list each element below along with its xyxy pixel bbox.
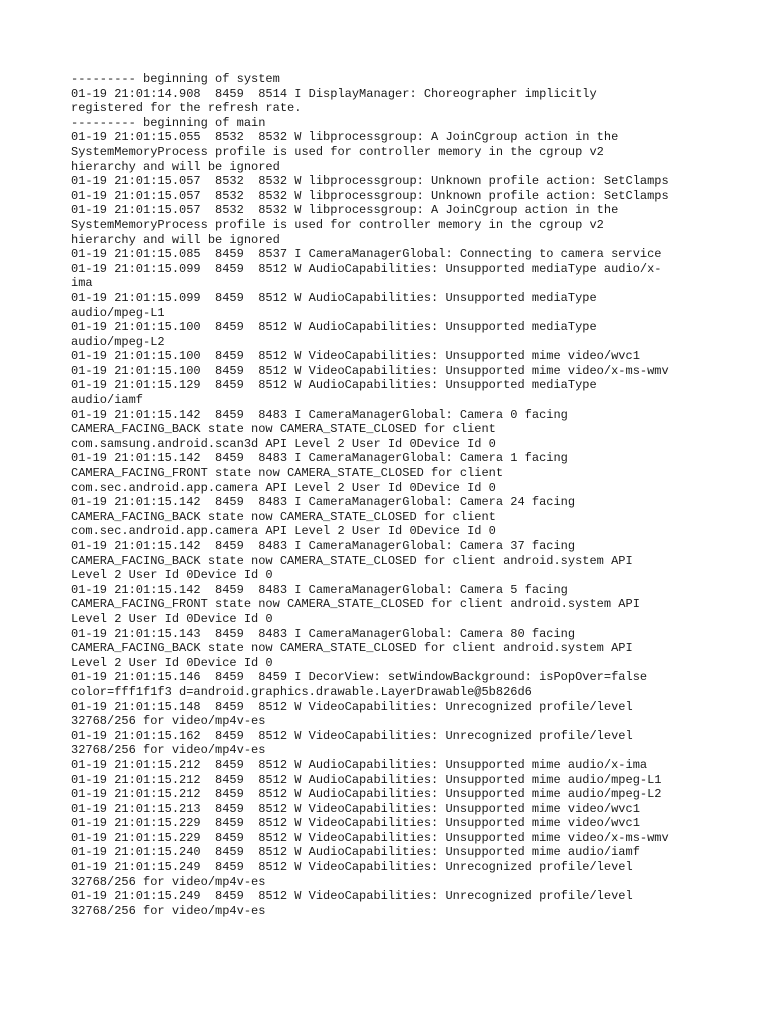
log-entry: 01-19 21:01:15.057 8532 8532 W libprocessgroup: Unknown profile action: SetClamps xyxy=(71,174,669,189)
log-entry: 01-19 21:01:15.240 8459 8512 W AudioCapabilities: Unsupported mime audio/iamf xyxy=(71,845,640,860)
log-entry: 01-19 21:01:15.143 8459 8483 I CameraManagerGlobal: Camera 80 facing CAMERA_FACING_BACK state now CAMERA_STATE_CLOSED for client android.system API Level 2 User Id 0Device Id 0 xyxy=(71,626,633,670)
log-entry: 01-19 21:01:15.099 8459 8512 W AudioCapabilities: Unsupported mediaType audio/x- ima xyxy=(71,261,662,291)
logcat-output xyxy=(71,72,711,918)
log-entry: 01-19 21:01:15.229 8459 8512 W VideoCapabilities: Unsupported mime video/x-ms-wmv xyxy=(71,830,669,845)
log-entry: 01-19 21:01:15.213 8459 8512 W VideoCapabilities: Unsupported mime video/wvc1 xyxy=(71,801,640,816)
log-entry: 01-19 21:01:15.148 8459 8512 W VideoCapabilities: Unrecognized profile/level 32768/256 for video/mp4v-es xyxy=(71,699,633,729)
log-entry: 01-19 21:01:15.212 8459 8512 W AudioCapabilities: Unsupported mime audio/mpeg-L2 xyxy=(71,787,662,802)
log-entry: 01-19 21:01:15.212 8459 8512 W AudioCapabilities: Unsupported mime audio/x-ima xyxy=(71,757,648,772)
log-entry: 01-19 21:01:15.057 8532 8532 W libprocessgroup: A JoinCgroup action in the SystemMemoryProcess profile is used for controller memory in the cgroup v2 hierarchy and will be ignored xyxy=(71,203,619,247)
log-entry: 01-19 21:01:15.142 8459 8483 I CameraManagerGlobal: Camera 37 facing CAMERA_FACING_BACK state now CAMERA_STATE_CLOSED for client android.system API Level 2 User Id 0Device Id 0 xyxy=(71,539,633,583)
log-entry: 01-19 21:01:15.100 8459 8512 W VideoCapabilities: Unsupported mime video/wvc1 xyxy=(71,349,640,364)
log-entry: 01-19 21:01:15.142 8459 8483 I CameraManagerGlobal: Camera 1 facing CAMERA_FACING_FRONT state now CAMERA_STATE_CLOSED for client com.sec.android.app.camera API Level 2 User Id 0Device Id 0 xyxy=(71,451,568,495)
log-entry: 01-19 21:01:15.099 8459 8512 W AudioCapabilities: Unsupported mediaType audio/mpeg-L1 xyxy=(71,290,597,320)
log-entry: 01-19 21:01:14.908 8459 8514 I DisplayManager: Choreographer implicitly registered for the refresh rate. xyxy=(71,86,597,116)
log-entry: 01-19 21:01:15.212 8459 8512 W AudioCapabilities: Unsupported mime audio/mpeg-L1 xyxy=(71,772,662,787)
log-entry: 01-19 21:01:15.142 8459 8483 I CameraManagerGlobal: Camera 5 facing CAMERA_FACING_FRONT state now CAMERA_STATE_CLOSED for client android.system API Level 2 User Id 0Device Id 0 xyxy=(71,582,640,626)
log-entry: 01-19 21:01:15.142 8459 8483 I CameraManagerGlobal: Camera 0 facing CAMERA_FACING_BACK state now CAMERA_STATE_CLOSED for client com.samsung.android.scan3d API Level 2 User Id 0Device Id 0 xyxy=(71,407,568,451)
log-entry: 01-19 21:01:15.100 8459 8512 W VideoCapabilities: Unsupported mime video/x-ms-wmv xyxy=(71,363,669,378)
log-separator: --------- beginning of system xyxy=(71,72,280,86)
log-entry: 01-19 21:01:15.142 8459 8483 I CameraManagerGlobal: Camera 24 facing CAMERA_FACING_BACK state now CAMERA_STATE_CLOSED for client com.sec.android.app.camera API Level 2 User Id 0Device Id 0 xyxy=(71,495,576,539)
log-entry: 01-19 21:01:15.249 8459 8512 W VideoCapabilities: Unrecognized profile/level 32768/256 for video/mp4v-es xyxy=(71,889,633,918)
log-entry: 01-19 21:01:15.146 8459 8459 I DecorView: setWindowBackground: isPopOver=false color=fff1f1f3 d=android.graphics.drawable.LayerDrawable@5b826d6 xyxy=(71,670,648,699)
log-entry: 01-19 21:01:15.100 8459 8512 W AudioCapabilities: Unsupported mediaType audio/mpeg-L2 xyxy=(71,320,597,349)
log-entry: 01-19 21:01:15.249 8459 8512 W VideoCapabilities: Unrecognized profile/level 32768/256 for video/mp4v-es xyxy=(71,860,633,889)
log-entry: 01-19 21:01:15.057 8532 8532 W libprocessgroup: Unknown profile action: SetClamps xyxy=(71,188,669,203)
log-separator: --------- beginning of main xyxy=(71,115,266,130)
log-entry: 01-19 21:01:15.129 8459 8512 W AudioCapabilities: Unsupported mediaType audio/iamf xyxy=(71,378,597,408)
log-entry: 01-19 21:01:15.229 8459 8512 W VideoCapabilities: Unsupported mime video/wvc1 xyxy=(71,816,640,831)
log-entry: 01-19 21:01:15.085 8459 8537 I CameraManagerGlobal: Connecting to camera service xyxy=(71,247,662,262)
log-entry: 01-19 21:01:15.162 8459 8512 W VideoCapabilities: Unrecognized profile/level 32768/256 for video/mp4v-es xyxy=(71,728,633,758)
log-entry: 01-19 21:01:15.055 8532 8532 W libprocessgroup: A JoinCgroup action in the SystemMemoryProcess profile is used for controller memory in the cgroup v2 hierarchy and will be ignored xyxy=(71,130,619,174)
